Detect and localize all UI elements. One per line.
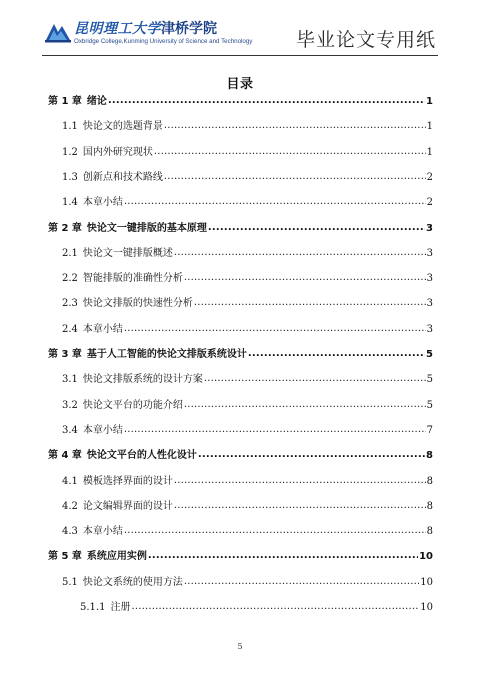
toc-entry-number: 3.2	[62, 399, 78, 411]
toc-entry-label: 快论文平台的人性化设计	[86, 450, 197, 462]
toc-entry-label: 国内外研究现状	[82, 146, 153, 158]
toc-entry-label: 创新点和技术路线	[82, 171, 163, 183]
toc-entry-label: 本章小结	[82, 323, 123, 335]
toc-entry-section[interactable]	[62, 196, 433, 210]
toc-entry-page: 8	[426, 450, 433, 462]
toc-entry-page: 10	[420, 602, 433, 613]
toc-entry-page: 10	[419, 551, 433, 563]
toc-entry-section[interactable]	[62, 120, 433, 134]
toc-entry-page: 5	[426, 399, 433, 411]
toc-entry-chapter[interactable]	[48, 222, 433, 236]
toc-leader-dots	[124, 322, 426, 336]
university-emblem-icon	[44, 20, 72, 44]
toc-entry-number: 5.1	[62, 576, 78, 588]
toc-entry-label: 基于人工智能的快论文排版系统设计	[86, 349, 247, 360]
toc-entry-chapter[interactable]	[48, 550, 433, 564]
toc-leader-dots	[184, 575, 419, 589]
toc-entry-number: 1.2	[62, 146, 78, 158]
toc-entry-number: 4.1	[62, 475, 78, 487]
logo-university-name: 昆明理工大学	[74, 21, 161, 37]
toc-entry-label: 本章小结	[82, 526, 123, 538]
toc-leader-dots	[174, 246, 426, 260]
toc-entry-section[interactable]	[62, 171, 433, 185]
toc-entry-label: 快论文平台的功能介绍	[82, 399, 183, 411]
toc-entry-number: 2.1	[62, 247, 78, 259]
toc-entry-label: 快论文一键排版概述	[82, 247, 173, 259]
toc-leader-dots	[174, 474, 426, 488]
toc-title: 目录	[226, 77, 254, 92]
toc-entry-label: 本章小结	[82, 424, 123, 436]
header-title: 毕业论文专用纸	[295, 29, 436, 51]
toc-entry-number: 1.1	[62, 121, 78, 133]
toc-entry-section[interactable]	[62, 399, 433, 413]
toc-entry-label: 快论文排版系统的设计方案	[82, 374, 203, 386]
toc-entry-chapter[interactable]	[48, 95, 433, 109]
toc-entry-section[interactable]	[62, 323, 433, 337]
toc-entry-label: 快论文一键排版的基本原理	[86, 222, 207, 234]
toc-entry-number: 2.2	[62, 273, 78, 285]
toc-entry-number: 4.3	[62, 526, 78, 538]
toc-entry-label: 快论文排版的快速性分析	[82, 298, 193, 310]
logo-campus-name: 津桥学院	[161, 21, 217, 37]
toc-entry-label: 系统应用实例	[86, 551, 147, 563]
toc-entry-chapter[interactable]	[48, 449, 433, 463]
toc-entry-page: 1	[426, 121, 433, 133]
toc-entry-page: 3	[426, 247, 433, 259]
toc-leader-dots	[164, 119, 426, 133]
toc-entry-label: 绪论	[86, 96, 107, 107]
toc-entry-label: 注册	[110, 602, 131, 613]
toc-entry-number: 2.3	[62, 298, 78, 310]
toc-leader-dots	[184, 271, 426, 285]
toc-entry-number: 3.4	[62, 424, 78, 436]
toc-entry-number: 4.2	[62, 500, 78, 512]
toc-entry-page: 10	[420, 576, 433, 588]
toc-leader-dots	[124, 195, 426, 209]
toc-entry-page: 1	[426, 146, 433, 158]
toc-entry-page: 3	[426, 273, 433, 285]
university-logo	[44, 18, 253, 52]
toc-leader-dots	[174, 499, 426, 513]
toc-entry-label: 模板选择界面的设计	[82, 475, 173, 487]
toc-entry-chapter[interactable]	[48, 348, 433, 362]
toc-entry-page: 8	[426, 526, 433, 538]
toc-entry-number: 2.4	[62, 323, 78, 335]
toc-leader-dots	[124, 423, 426, 437]
toc-entry-number: 1.4	[62, 197, 78, 209]
toc-entry-page: 8	[426, 475, 433, 487]
toc-entry-section[interactable]	[62, 500, 433, 514]
logo-chinese-name	[74, 18, 217, 38]
toc-entry-page: 2	[426, 171, 433, 183]
toc-entry-page: 7	[426, 424, 433, 436]
toc-entry-page: 1	[426, 96, 433, 107]
toc-entry-label: 论文编辑界面的设计	[82, 500, 173, 512]
toc-entry-label: 智能排版的准确性分析	[82, 273, 183, 285]
toc-leader-dots	[198, 448, 425, 462]
toc-leader-dots	[208, 221, 425, 235]
page-header	[0, 0, 480, 58]
toc-entry-number: 第 5 章	[48, 551, 82, 563]
toc-entry-section[interactable]	[62, 146, 433, 160]
toc-leader-dots	[184, 398, 426, 412]
toc-entry-page: 3	[426, 222, 433, 234]
toc-entry-page: 5	[426, 374, 433, 386]
logo-english-name: Oxbridge College,Kunming University of Science and Technology	[74, 38, 253, 45]
toc-entry-number: 3.1	[62, 374, 78, 386]
toc-entry-subsection[interactable]	[80, 601, 433, 615]
toc-entry-section[interactable]	[62, 297, 433, 311]
toc-entry-number: 第 1 章	[48, 96, 82, 107]
toc-entry-number: 1.3	[62, 171, 78, 183]
toc-entry-number: 第 2 章	[48, 222, 82, 234]
toc-entry-page: 3	[426, 323, 433, 335]
toc-entry-page: 5	[426, 349, 433, 360]
toc-leader-dots	[164, 170, 426, 184]
toc-entry-label: 本章小结	[82, 197, 123, 209]
toc-leader-dots	[124, 524, 426, 538]
toc-entry-section[interactable]	[62, 525, 433, 539]
toc-leader-dots	[248, 347, 425, 361]
page-number: 5	[237, 642, 243, 651]
toc-entry-label: 快论文的选题背景	[82, 121, 163, 133]
toc-entry-section[interactable]	[62, 424, 433, 438]
toc-entry-section[interactable]	[62, 373, 433, 387]
toc-entry-number: 第 4 章	[48, 450, 82, 462]
toc-leader-dots	[154, 145, 426, 159]
toc-entry-label: 快论文系统的使用方法	[82, 576, 183, 588]
toc-entry-section[interactable]	[62, 475, 433, 489]
toc-entry-section[interactable]	[62, 576, 433, 590]
header-divider	[42, 55, 438, 56]
toc-entry-number: 5.1.1	[80, 602, 106, 613]
toc-entry-section[interactable]	[62, 247, 433, 261]
toc-entry-page: 3	[426, 298, 433, 310]
toc-leader-dots	[108, 94, 425, 108]
toc-leader-dots	[204, 372, 426, 386]
toc-leader-dots	[148, 549, 418, 563]
toc-entry-page: 8	[426, 500, 433, 512]
toc-entry-page: 2	[426, 197, 433, 209]
toc-entry-number: 第 3 章	[48, 349, 82, 360]
toc-leader-dots	[194, 296, 426, 310]
toc-entry-section[interactable]	[62, 272, 433, 286]
toc-leader-dots	[131, 600, 419, 614]
